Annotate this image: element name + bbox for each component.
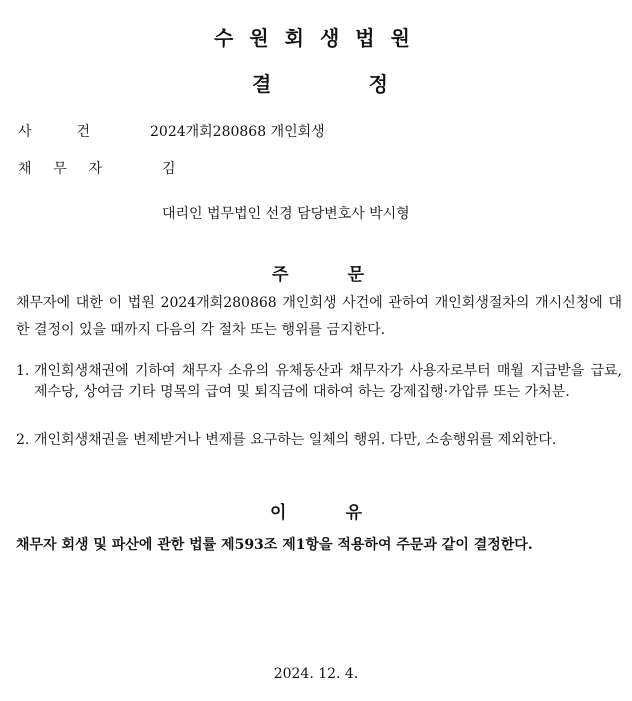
case-label: [18, 121, 90, 141]
document-type-char: 결: [252, 72, 272, 96]
debtor-label-char: 무: [53, 161, 67, 177]
order-list-item: [16, 361, 622, 403]
decision-date: 2024. 12. 4.: [273, 666, 359, 682]
legal-agent-line: 대리인 법무법인 선경 담당변호사 박시형: [162, 206, 410, 222]
document-type-heading: [252, 68, 388, 97]
debtor-field-row: [18, 158, 176, 178]
list-item-number: 2.: [16, 432, 30, 448]
document-type-char: 정: [368, 72, 388, 96]
debtor-name-value: 김: [162, 161, 176, 177]
order-list-item: [16, 430, 622, 451]
order-title-char: 주: [272, 265, 289, 285]
court-name-heading: 수원회생법원: [214, 26, 426, 50]
case-number-value: 2024개회280868 개인회생: [150, 124, 325, 140]
debtor-label-char: 자: [88, 161, 102, 177]
list-item-number: 1.: [16, 363, 30, 379]
debtor-label: [18, 158, 102, 178]
reason-section-title: [270, 498, 362, 523]
case-label-char: 건: [76, 124, 90, 140]
order-section-title: [272, 260, 364, 285]
case-label-char: 사: [18, 124, 32, 140]
debtor-label-char: 채: [18, 161, 32, 177]
reason-title-char: 유: [345, 503, 362, 523]
list-item-text: 개인회생채권을 변제받거나 변제를 요구하는 일체의 행위. 다만, 소송행위를 제외한다.: [34, 432, 557, 448]
order-title-char: 문: [347, 265, 364, 285]
list-item-text: 개인회생채권에 기하여 채무자 소유의 유체동산과 채무자가 사용자로부터 매월 지급받을 급료, 제수당, 상여금 기타 명목의 급여 및 퇴직금에 대하여 하는 강제집행·가압류 또는 가처분.: [34, 363, 622, 400]
reason-paragraph: 채무자 회생 및 파산에 관한 법률 제593조 제1항을 적용하여 주문과 같이 결정한다.: [16, 537, 533, 553]
reason-title-char: 이: [270, 503, 287, 523]
order-intro-paragraph: 채무자에 대한 이 법원 2024개회280868 개인회생 사건에 관하여 개인회생절차의 개시신청에 대한 결정이 있을 때까지 다음의 각 절차 또는 행위를 금지한다.: [16, 295, 622, 338]
case-field-row: [18, 121, 325, 141]
